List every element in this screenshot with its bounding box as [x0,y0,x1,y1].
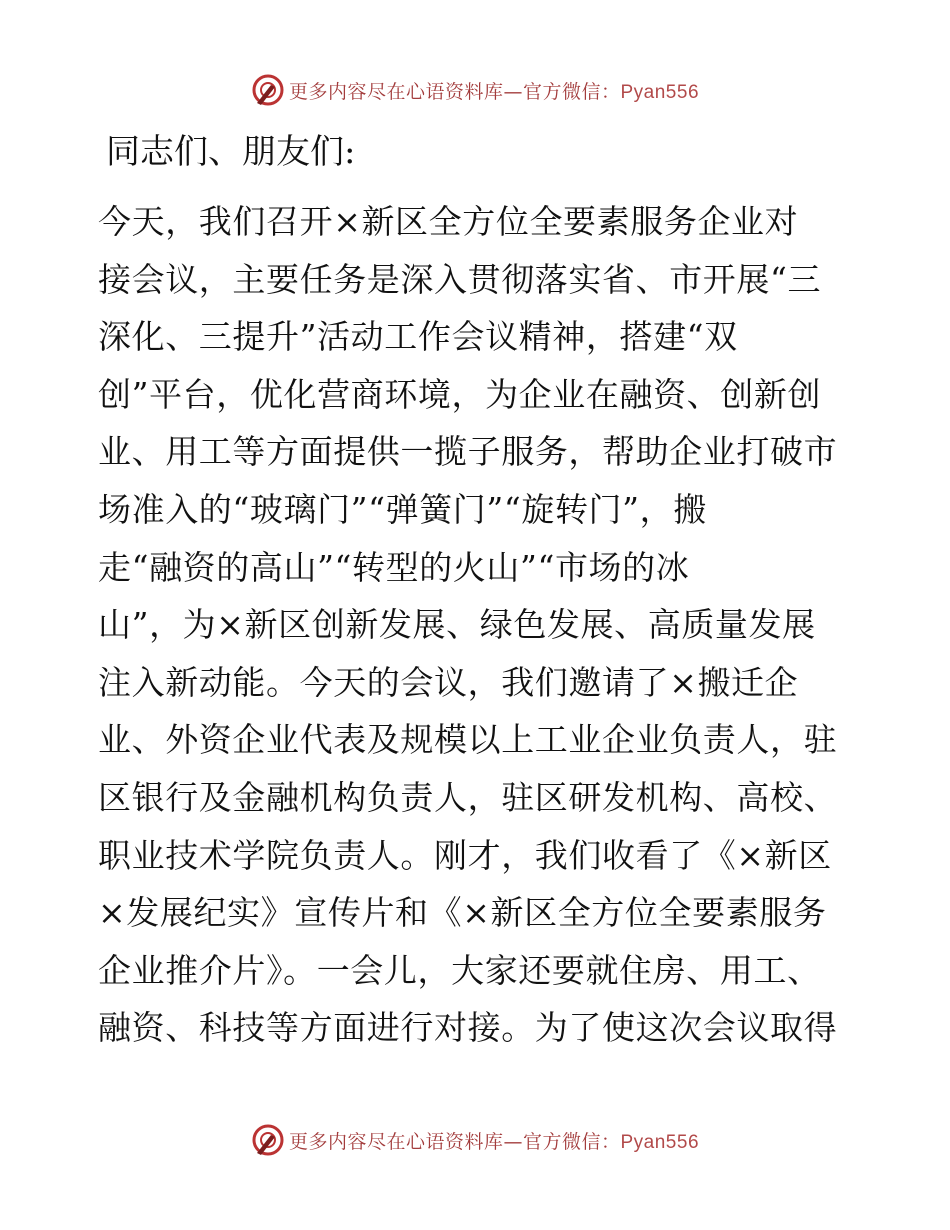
pen-logo-icon [251,1123,285,1157]
footer-wechat-id: Pyan556 [620,1131,700,1153]
body-line: 业、用工等方面提供一揽子服务，帮助企业打破市 [98,432,838,472]
footer-site-text: 更多内容尽在心语资料库 [288,1130,504,1153]
header-site-text: 更多内容尽在心语资料库 [288,80,504,103]
header-wechat-label: 官方微信： [522,80,621,103]
footer-wechat-label: 官方微信： [522,1130,621,1153]
footer-dash: — [503,1130,523,1153]
body-line: 深化、三提升”活动工作会议精神，搭建“双 [98,317,738,357]
header-wechat-id: Pyan556 [620,81,700,103]
body-line: ×发展纪实》宣传片和《×新区全方位全要素服务 [98,893,827,933]
document-body [98,193,848,1057]
pen-logo-icon [251,73,285,107]
header-banner [0,70,950,110]
greeting: 同志们、朋友们: [106,132,356,172]
body-line: 山”，为×新区创新发展、绿色发展、高质量发展 [98,605,816,645]
footer-banner-text [289,1127,699,1154]
body-line: 企业推介片》。一会儿，大家还要就住房、用工、 [98,950,821,990]
body-line: 注入新动能。今天的会议，我们邀请了×搬迁企 [98,662,799,702]
body-line: 融资、科技等方面进行对接。为了使这次会议取得 [98,1008,838,1048]
header-dash: — [503,80,523,103]
body-line: 职业技术学院负责人。刚才，我们收看了《×新区 [98,835,832,875]
body-line: 走“融资的高山”“转型的火山”“市场的冰 [98,547,690,587]
body-line: 业、外资企业代表及规模以上工业企业负责人，驻 [98,720,838,760]
header-banner-text [289,77,699,104]
footer-banner [0,1120,950,1160]
body-line: 创”平台，优化营商环境，为企业在融资、创新创 [98,374,822,414]
body-line: 区银行及金融机构负责人，驻区研发机构、高校、 [98,777,838,817]
body-line: 场准入的“玻璃门”“弹簧门”“旋转门”，搬 [98,489,707,529]
body-line: 接会议，主要任务是深入贯彻落实省、市开展“三 [98,259,822,299]
body-line: 今天，我们召开×新区全方位全要素服务企业对 [98,202,799,241]
